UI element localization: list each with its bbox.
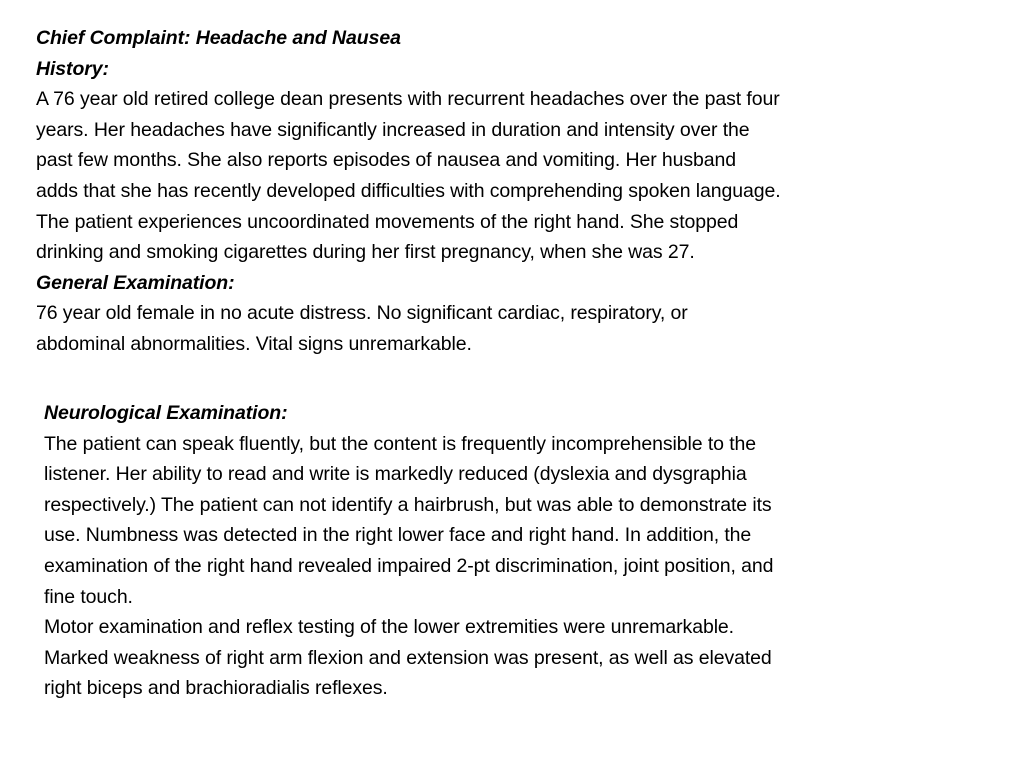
neurological-examination-line: respectively.) The patient can not identify a hairbrush, but was able to demonstrate its <box>44 493 772 516</box>
chief-complaint-heading: Chief Complaint: Headache and Nausea <box>36 27 401 49</box>
general-examination-line: abdominal abnormalities. Vital signs unremarkable. <box>36 332 472 355</box>
neurological-examination-line: listener. Her ability to read and write is markedly reduced (dyslexia and dysgraphia <box>44 463 747 486</box>
neurological-examination-line: right biceps and brachioradialis reflexes. <box>44 677 388 700</box>
general-examination-line: 76 year old female in no acute distress. No significant cardiac, respiratory, or <box>36 302 688 325</box>
neurological-examination-line: The patient can speak fluently, but the content is frequently incomprehensible to the <box>44 432 757 455</box>
history-line: The patient experiences uncoordinated movements of the right hand. She stopped <box>36 210 739 233</box>
neurological-examination-line: Marked weakness of right arm flexion and extension was present, as well as elevated <box>44 646 772 669</box>
neurological-examination-line: fine touch. <box>44 585 133 608</box>
general-examination-heading: General Examination: <box>36 271 235 294</box>
history-heading: History: <box>36 57 109 80</box>
history-line: years. Her headaches have significantly increased in duration and intensity over the <box>36 118 750 141</box>
history-line: past few months. She also reports episodes of nausea and vomiting. Her husband <box>36 149 737 172</box>
neurological-examination-block <box>44 398 1004 704</box>
history-line: drinking and smoking cigarettes during her first pregnancy, when she was 27. <box>36 241 695 264</box>
case-history-block <box>36 23 996 360</box>
neurological-examination-line: use. Numbness was detected in the right lower face and right hand. In addition, the <box>44 524 752 547</box>
history-line: A 76 year old retired college dean presents with recurrent headaches over the past four <box>36 88 780 111</box>
history-line: adds that she has recently developed difficulties with comprehending spoken language. <box>36 179 781 202</box>
neurological-examination-heading: Neurological Examination: <box>44 402 288 424</box>
neurological-examination-line: Motor examination and reflex testing of the lower extremities were unremarkable. <box>44 616 734 639</box>
neurological-examination-line: examination of the right hand revealed impaired 2-pt discrimination, joint position, and <box>44 554 774 577</box>
